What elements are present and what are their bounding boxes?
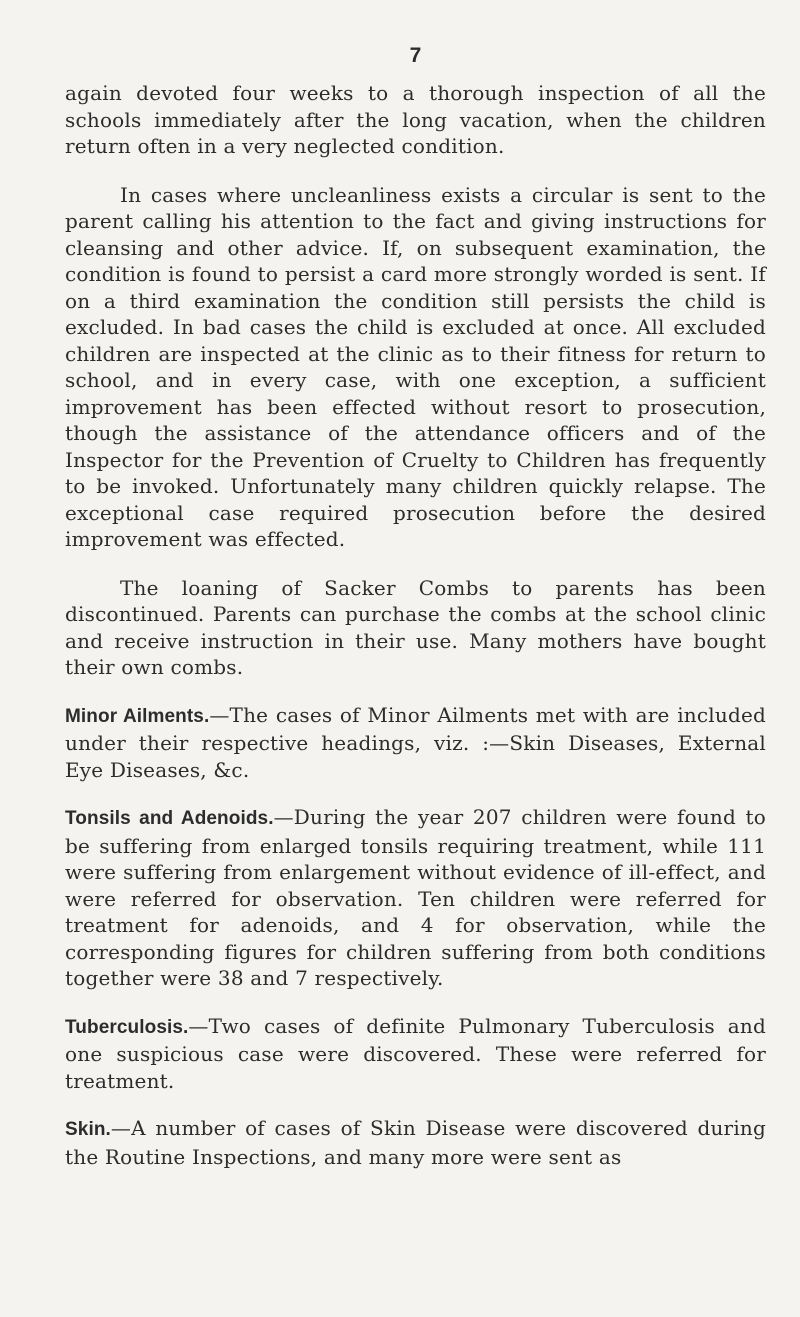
paragraph-text: The loaning of Sacker Combs to parents has been discontinued. Parents can purchase the combs at the school clinic and receive instruction in their use. Many mothers have bought their own combs. bbox=[65, 575, 766, 679]
section-heading: Tuberculosis. bbox=[65, 1016, 189, 1038]
section-text: —The cases of Minor Ailments met with are included under their respective headings, viz. :—Skin Diseases, External Eye Diseases, &c. bbox=[65, 702, 766, 782]
section-text: —During the year 207 children were found to be suffering from enlarged tonsils requiring treatment, while 111 were suffering from enlargement without evidence of ill-effect, and were referred for observation. Ten children were referred for treatment for adenoids, and 4 for observation, while the corresponding figures for children suffering from both conditions together were 38 and 7 respectively. bbox=[65, 805, 766, 990]
section-text: —A number of cases of Skin Disease were discovered during the Routine Inspections, and many more were sent as bbox=[65, 1116, 766, 1169]
paragraph-text: again devoted four weeks to a thorough inspection of all the schools immediately after the long vacation, when the children return often in a very neglected condition. bbox=[65, 81, 766, 158]
section-minor-ailments bbox=[65, 702, 766, 784]
section-skin bbox=[65, 1115, 766, 1170]
section-heading: Tonsils and Adenoids. bbox=[65, 808, 274, 829]
page-number: 7 bbox=[409, 44, 422, 67]
section-tuberculosis bbox=[65, 1013, 766, 1095]
section-text: —Two cases of definite Pulmonary Tuberculosis and one suspicious case were discovered. These were referred for treatment. bbox=[65, 1013, 766, 1093]
section-heading: Skin. bbox=[65, 1119, 111, 1140]
paragraph-continuation bbox=[65, 80, 766, 160]
section-tonsils-adenoids bbox=[65, 804, 766, 992]
paragraph-text: In cases where uncleanliness exists a circular is sent to the parent calling his attention to the fact and giving instructions for cleansing and other advice. If, on subsequent examination, the condition is found to persist a card more strongly worded is sent. If on a third examination the condition still persists the child is excluded. In bad cases the child is excluded at once. All excluded children are inspected at the clinic as to their fitness for return to school, and in every case, with one exception, a sufficient improvement has been effected without resort to prosecution, though the assistance of the attendance officers and of the Inspector for the Prevention of Cruelty to Children has frequently to be invoked. Unfortunately many children quickly relapse. The exceptional case required prosecution before the desired improvement was effected. bbox=[65, 182, 766, 551]
paragraph-combs bbox=[65, 575, 766, 681]
paragraph-uncleanliness bbox=[65, 182, 766, 553]
section-heading: Minor Ailments. bbox=[65, 705, 210, 727]
